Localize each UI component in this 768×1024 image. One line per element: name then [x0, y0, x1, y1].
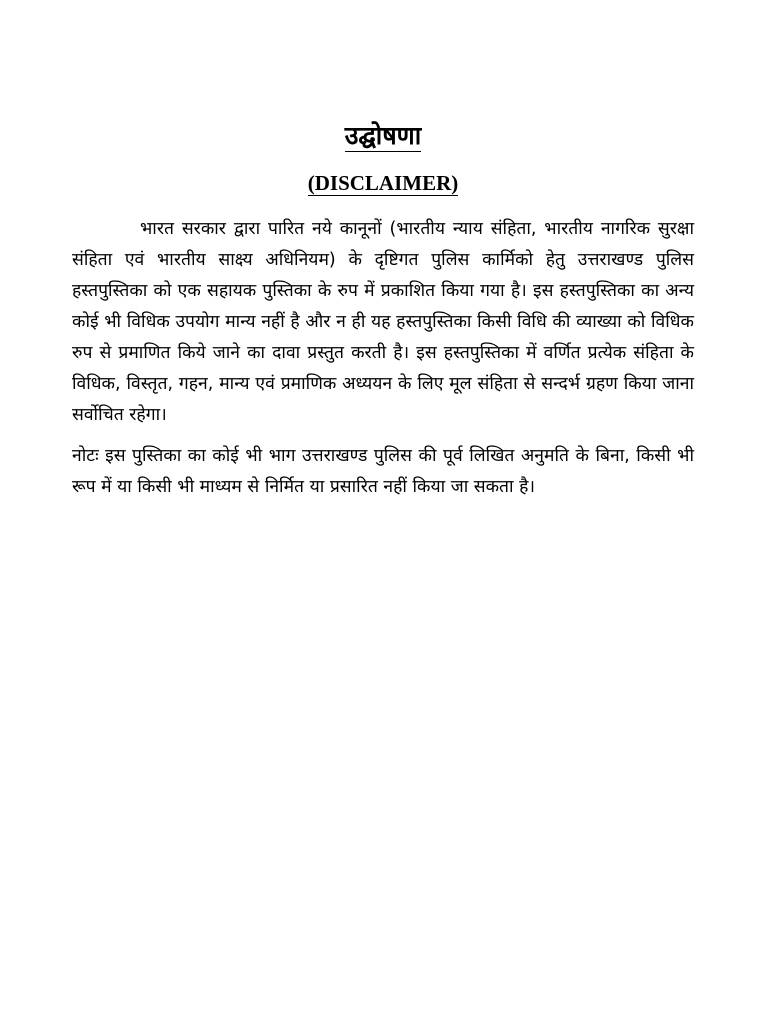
disclaimer-paragraph: भारत सरकार द्वारा पारित नये कानूनों (भारतीय न्याय संहिता, भारतीय नागरिक सुरक्षा संहिता एवं भारतीय साक्ष्य अधिनियम) के दृष्टिगत पुलिस कार्मिको हेतु उत्तराखण्ड पुलिस हस्तपुस्तिका को एक सहायक पुस्तिका के रुप में प्रकाशित किया गया है। इस हस्तपुस्तिका का अन्य कोई भी विधिक उपयोग मान्य नहीं है और न ही यह हस्तपुस्तिका किसी विधि की व्याख्या को विधिक रुप से प्रमाणित किये जाने का दावा प्रस्तुत करती है। इस हस्तपुस्तिका में वर्णित प्रत्येक संहिता के विधिक, विस्तृत, गहन, मान्य एवं प्रमाणिक अध्ययन के लिए मूल संहिता से सन्दर्भ ग्रहण किया जाना सर्वोचित रहेगा।: [72, 219, 694, 425]
subtitle-text: (DISCLAIMER): [307, 171, 459, 195]
document-page: [72, 118, 694, 503]
note-paragraph: नोटः इस पुस्तिका का कोई भी भाग उत्तराखण्ड पुलिस की पूर्व लिखित अनुमति के बिना, किसी भी रूप में या किसी भी माध्यम से निर्मित या प्रसारित नहीं किया जा सकता है।: [72, 446, 694, 497]
page-subtitle: [72, 168, 694, 198]
page-title: [72, 118, 694, 154]
title-text: उद्घोषणा: [344, 121, 422, 150]
